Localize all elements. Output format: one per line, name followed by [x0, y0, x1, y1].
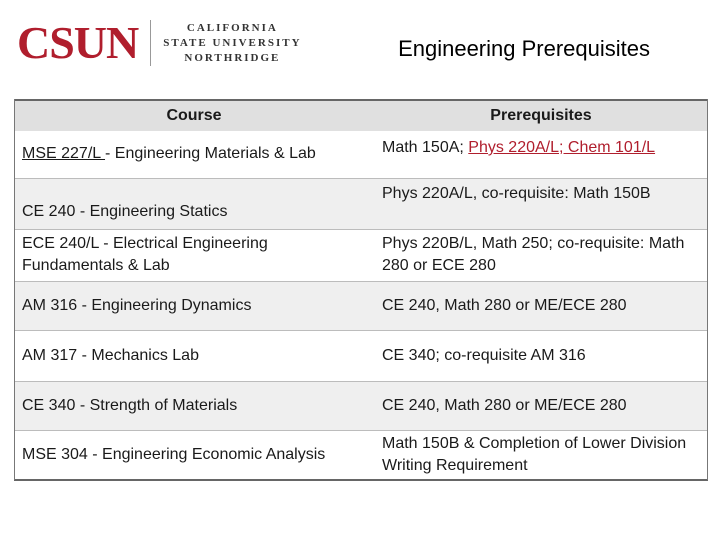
logo-line-2: STATE UNIVERSITY [163, 36, 302, 49]
prereq-cell: CE 340; co-requisite AM 316 [374, 330, 708, 381]
course-cell: CE 340 - Strength of Materials [14, 381, 374, 430]
logo-line-3: NORTHRIDGE [184, 51, 281, 64]
prereq-text: Math 150A; [382, 139, 469, 156]
logo-line-1: CALIFORNIA [186, 21, 278, 34]
header-course: Course [14, 100, 374, 131]
prereq-cell: Phys 220A/L, co-requisite: Math 150B [374, 178, 708, 229]
prerequisites-table [14, 99, 708, 481]
table-row [14, 229, 708, 281]
course-cell: CE 240 - Engineering Statics [14, 178, 374, 229]
course-cell: AM 316 - Engineering Dynamics [14, 281, 374, 330]
table-row [14, 330, 708, 381]
table-row [14, 381, 708, 430]
table-header-row [14, 100, 708, 131]
table-row [14, 131, 708, 178]
course-link[interactable]: MSE 227/L [22, 145, 106, 163]
logo-subtitle [163, 21, 301, 66]
prereq-cell: Phys 220B/L, Math 250; co-requisite: Math 280 or ECE 280 [374, 229, 708, 281]
course-cell [14, 131, 374, 178]
logo-wordmark: CSUN [17, 17, 139, 68]
table-row [14, 178, 708, 229]
prereq-cell: Math 150B & Completion of Lower Division Writing Requirement [374, 430, 708, 480]
header-prerequisites: Prerequisites [374, 100, 708, 131]
logo-divider [150, 20, 151, 66]
prereq-cell: CE 240, Math 280 or ME/ECE 280 [374, 281, 708, 330]
table-row [14, 281, 708, 330]
prereq-link[interactable]: Phys 220A/L; Chem 101/L [468, 139, 656, 156]
table-row [14, 430, 708, 480]
csun-logo [17, 18, 302, 68]
prereq-cell [374, 131, 708, 178]
course-cell: AM 317 - Mechanics Lab [14, 330, 374, 381]
course-title: - Engineering Materials & Lab [105, 145, 316, 163]
course-cell: MSE 304 - Engineering Economic Analysis [14, 430, 374, 480]
course-cell: ECE 240/L - Electrical Engineering Fundamentals & Lab [14, 229, 374, 281]
prereq-cell: CE 240, Math 280 or ME/ECE 280 [374, 381, 708, 430]
page-title: Engineering Prerequisites [398, 36, 650, 61]
